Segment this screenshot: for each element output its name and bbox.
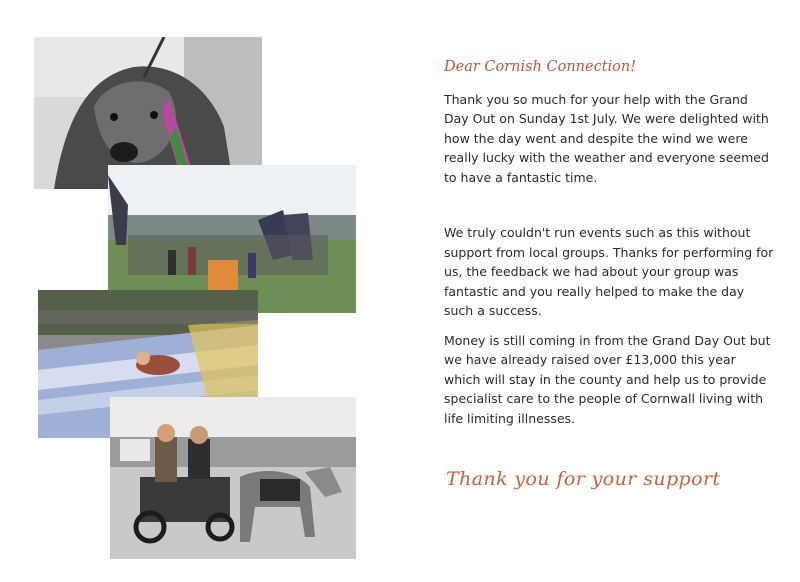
letter-body (444, 58, 774, 428)
letter-greeting: Dear Cornish Connection! (444, 59, 637, 75)
donkey-cart-photo (110, 397, 356, 559)
letter-closing: Thank you for your support (446, 468, 721, 490)
letter-paragraph-1: Thank you so much for your help with the Grand Day Out on Sunday 1st July. We were delighted with how the day went and despite the wind we were really lucky with the weather and everyone seemed to have a fantastic time. (444, 91, 769, 185)
letter-paragraph-2: We truly couldn't run events such as this without support from local groups. Thanks for performing for us, the feedback we had about your group was fantastic and you really helped to make the day such a success. (444, 225, 774, 318)
letter-paragraph-3: Money is still coming in from the Grand Day Out but we have already raised over £13,000 this year which will stay in the county and help us to provide specialist care to the people of Cornwall living with life limiting illnesses. (444, 332, 771, 426)
